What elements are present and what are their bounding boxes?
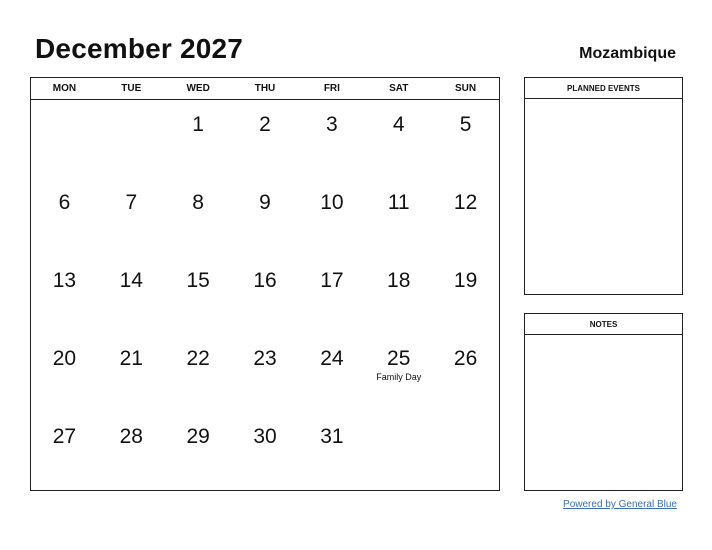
holiday-label: Family Day — [376, 372, 422, 382]
day-number: 13 — [52, 269, 77, 292]
day-number: 29 — [186, 425, 210, 448]
page-title: December 2027 — [35, 33, 244, 64]
week-row — [31, 256, 499, 334]
day-cell — [432, 178, 499, 256]
day-cell — [432, 100, 499, 178]
day-cell — [298, 178, 365, 256]
day-number: 14 — [119, 269, 143, 292]
day-number: 15 — [186, 269, 210, 292]
day-cell — [98, 178, 165, 256]
dow-sun: SUN — [455, 83, 477, 94]
day-cell — [232, 334, 299, 412]
day-number: 28 — [119, 425, 143, 448]
day-cell — [232, 100, 299, 178]
day-cell — [31, 100, 98, 178]
day-cell — [365, 178, 432, 256]
day-number: 2 — [259, 113, 271, 136]
day-cell — [432, 334, 499, 412]
week-row — [31, 178, 499, 256]
dow-sat: SAT — [389, 83, 409, 94]
week-row — [31, 334, 499, 412]
day-cell — [232, 178, 299, 256]
day-number: 5 — [459, 113, 472, 136]
country-label: Mozambique — [579, 45, 676, 62]
week-row — [31, 412, 499, 490]
planned-events-panel — [524, 77, 683, 295]
day-cell — [365, 412, 432, 490]
day-number: 24 — [320, 347, 344, 370]
day-number: 4 — [392, 113, 405, 136]
day-cell — [31, 412, 98, 490]
day-number: 31 — [320, 425, 344, 448]
day-cell — [432, 256, 499, 334]
dow-tue: TUE — [121, 83, 142, 94]
day-cell — [365, 334, 432, 412]
day-number: 26 — [453, 347, 478, 370]
day-number: 10 — [320, 191, 344, 214]
day-cell — [365, 100, 432, 178]
day-number: 20 — [52, 347, 77, 370]
day-cell — [232, 412, 299, 490]
day-number: 12 — [453, 191, 478, 214]
day-number: 18 — [387, 269, 411, 292]
day-number: 9 — [259, 191, 271, 214]
day-cell — [165, 178, 232, 256]
day-cell — [232, 256, 299, 334]
day-number: 27 — [52, 425, 77, 448]
dow-wed: WED — [186, 83, 210, 94]
day-cell — [31, 178, 98, 256]
day-cell — [165, 100, 232, 178]
day-number: 3 — [326, 113, 338, 136]
day-number: 8 — [192, 191, 204, 214]
day-number: 22 — [186, 347, 210, 370]
calendar-grid — [30, 77, 500, 491]
notes-panel — [524, 313, 683, 491]
day-of-week-header — [31, 78, 499, 100]
dow-mon: MON — [52, 83, 77, 94]
day-number: 7 — [125, 191, 138, 214]
day-cell — [432, 412, 499, 490]
day-cell — [165, 256, 232, 334]
day-cell — [165, 334, 232, 412]
powered-by-link[interactable]: Powered by General Blue — [563, 499, 677, 510]
day-cell — [31, 334, 98, 412]
day-number: 25 — [387, 347, 411, 370]
day-cell — [31, 256, 98, 334]
day-cell — [298, 256, 365, 334]
day-cell — [98, 256, 165, 334]
day-number: 19 — [453, 269, 478, 292]
day-number: 30 — [253, 425, 277, 448]
day-cell — [98, 412, 165, 490]
day-number: 1 — [192, 113, 204, 136]
day-cell — [298, 412, 365, 490]
planned-events-header: PLANNED EVENTS — [525, 78, 682, 99]
day-number: 21 — [119, 347, 143, 370]
day-number: 11 — [387, 191, 410, 214]
day-number: 17 — [320, 269, 344, 292]
day-cell — [365, 256, 432, 334]
dow-fri: FRI — [323, 83, 340, 94]
day-cell — [298, 100, 365, 178]
day-number: 16 — [253, 269, 277, 292]
notes-header: NOTES — [525, 314, 682, 335]
calendar-weeks — [31, 100, 499, 490]
dow-thu: THU — [254, 83, 276, 94]
day-cell — [165, 412, 232, 490]
day-number: 6 — [58, 191, 71, 214]
day-cell — [298, 334, 365, 412]
day-cell — [98, 100, 165, 178]
day-cell — [98, 334, 165, 412]
day-number: 23 — [253, 347, 277, 370]
week-row — [31, 100, 499, 178]
